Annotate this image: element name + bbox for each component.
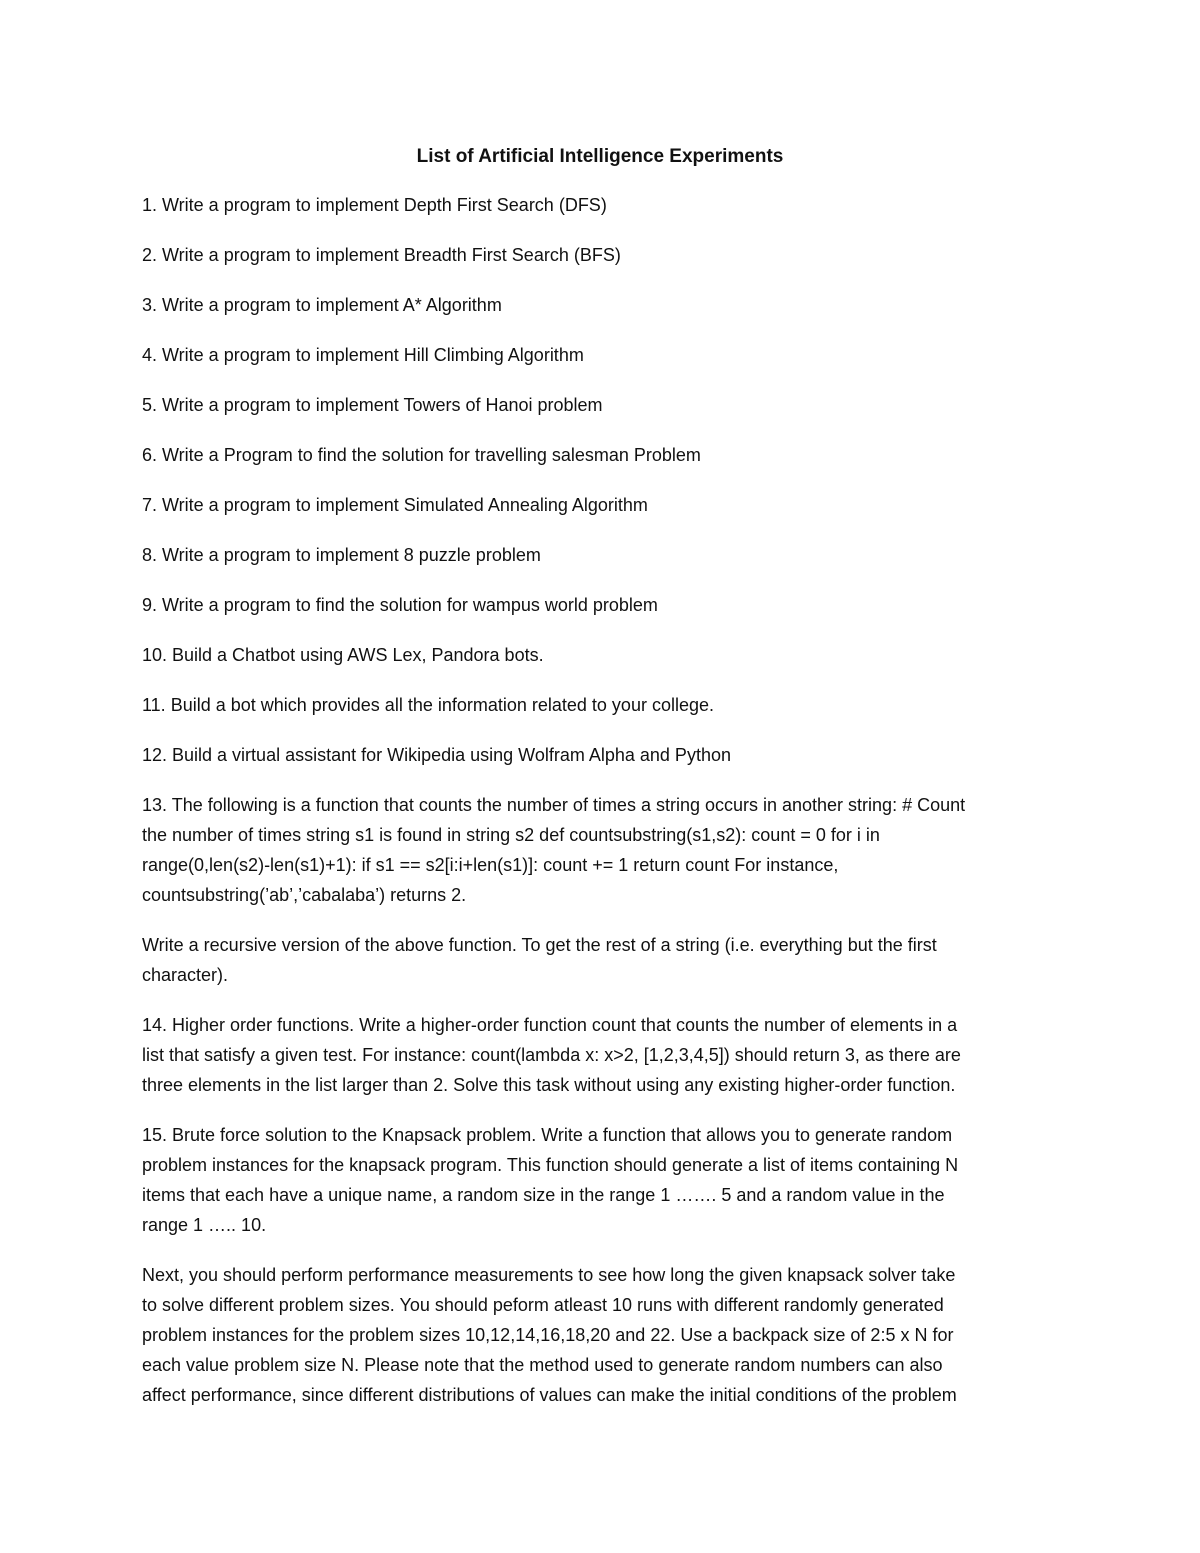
- paragraph-item-15: [142, 1120, 1062, 1240]
- paragraph-line: Next, you should perform performance measurements to see how long the given knapsack solver take: [142, 1265, 956, 1285]
- list-item: 8. Write a program to implement 8 puzzle problem: [142, 545, 541, 565]
- paragraph-line: character).: [142, 965, 229, 985]
- list-item: 5. Write a program to implement Towers of Hanoi problem: [142, 395, 603, 415]
- list-item: 2. Write a program to implement Breadth First Search (BFS): [142, 245, 621, 265]
- paragraph-line: items that each have a unique name, a random size in the range 1 ……. 5 and a random value in the: [142, 1185, 945, 1205]
- paragraph-line: list that satisfy a given test. For instance: count(lambda x: x>2, [1,2,3,4,5]) should return 3, as there are: [142, 1045, 961, 1065]
- experiment-list: [142, 190, 1062, 1430]
- paragraph-line: Write a recursive version of the above function. To get the rest of a string (i.e. everything but the first: [142, 935, 937, 955]
- paragraph-item-14: [142, 1010, 1062, 1100]
- paragraph-line: to solve different problem sizes. You should peform atleast 10 runs with different randomly generated: [142, 1295, 944, 1315]
- paragraph-performance: [142, 1260, 1062, 1410]
- list-item: 11. Build a bot which provides all the information related to your college.: [142, 695, 714, 715]
- paragraph-line: problem instances for the knapsack program. This function should generate a list of items containing N: [142, 1155, 959, 1175]
- list-item: 10. Build a Chatbot using AWS Lex, Pandora bots.: [142, 645, 544, 665]
- paragraph-line: three elements in the list larger than 2. Solve this task without using any existing higher-order function.: [142, 1075, 956, 1095]
- paragraph-line: each value problem size N. Please note that the method used to generate random numbers can also: [142, 1355, 943, 1375]
- paragraph-line: countsubstring(’ab’,’cabalaba’) returns 2.: [142, 885, 467, 905]
- list-item: 3. Write a program to implement A* Algorithm: [142, 295, 502, 315]
- paragraph-line: 14. Higher order functions. Write a higher-order function count that counts the number of elements in a: [142, 1015, 958, 1035]
- list-item: 1. Write a program to implement Depth First Search (DFS): [142, 195, 607, 215]
- paragraph-line: range(0,len(s2)-len(s1)+1): if s1 == s2[i:i+len(s1)]: count += 1 return count For instance,: [142, 855, 839, 875]
- list-item: 9. Write a program to find the solution for wampus world problem: [142, 595, 658, 615]
- list-item: 12. Build a virtual assistant for Wikipedia using Wolfram Alpha and Python: [142, 745, 731, 765]
- paragraph-line: 13. The following is a function that counts the number of times a string occurs in another string: # Count: [142, 795, 966, 815]
- list-item: 6. Write a Program to find the solution for travelling salesman Problem: [142, 445, 701, 465]
- paragraph-line: affect performance, since different distributions of values can make the initial conditions of the problem: [142, 1385, 957, 1405]
- paragraph-line: the number of times string s1 is found in string s2 def countsubstring(s1,s2): count = 0 for i in: [142, 825, 880, 845]
- paragraph-line: problem instances for the problem sizes 10,12,14,16,18,20 and 22. Use a backpack size of 2:5 x N for: [142, 1325, 954, 1345]
- page-title: List of Artificial Intelligence Experiments: [416, 146, 784, 167]
- paragraph-item-13: [142, 790, 1062, 910]
- paragraph-line: 15. Brute force solution to the Knapsack problem. Write a function that allows you to generate random: [142, 1125, 953, 1145]
- paragraph-line: range 1 ….. 10.: [142, 1215, 267, 1235]
- list-item: 4. Write a program to implement Hill Climbing Algorithm: [142, 345, 584, 365]
- list-item: 7. Write a program to implement Simulated Annealing Algorithm: [142, 495, 648, 515]
- paragraph-recursive-note: [142, 930, 1062, 990]
